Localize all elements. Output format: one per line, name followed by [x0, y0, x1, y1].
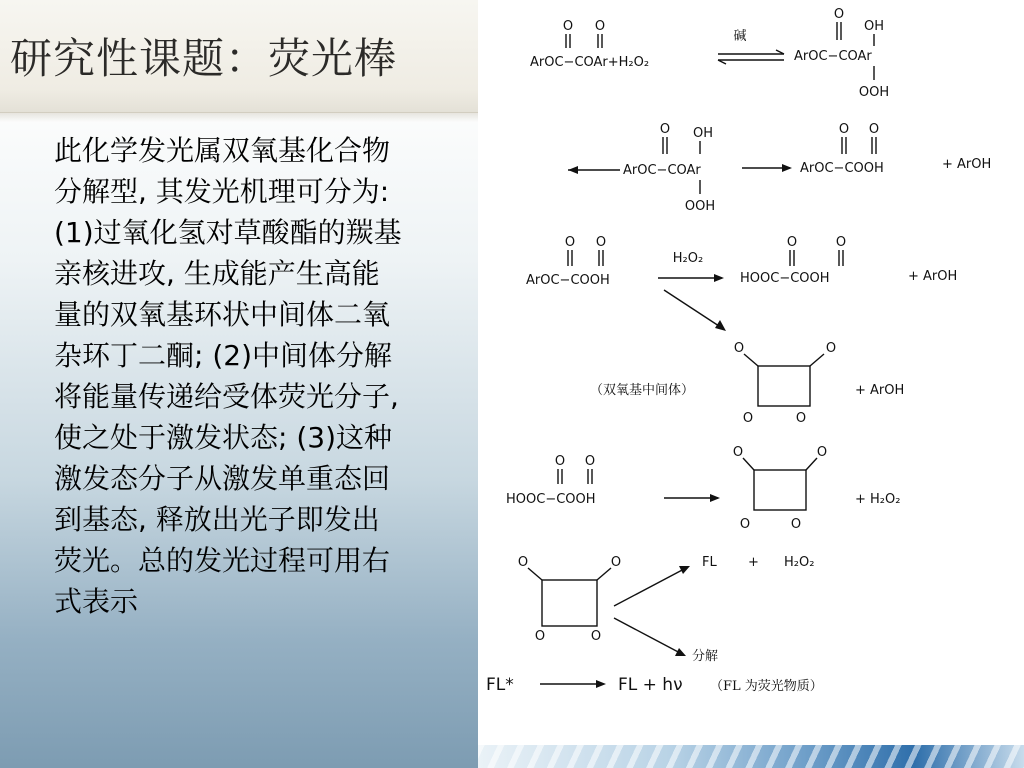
- r2-ooh: OOH: [684, 199, 716, 214]
- r2-byproduct: + ArOH: [942, 157, 992, 172]
- r5-byproduct: + H₂O₂: [855, 492, 901, 507]
- r6-decompose: 分解: [692, 649, 719, 664]
- r1-condition: 碱: [733, 29, 747, 44]
- reaction-6: [518, 555, 815, 664]
- r2-arrow-right-head: [782, 164, 792, 172]
- reaction-1: [530, 7, 889, 100]
- r4-ring: [758, 366, 810, 406]
- r6-arrow-up: [614, 568, 686, 606]
- r3-reactant: ArOC−COOH: [526, 273, 610, 288]
- r3-reagent: H₂O₂: [672, 251, 704, 266]
- r5-o-2: O: [584, 454, 596, 469]
- r2-product-o-2: O: [868, 122, 880, 137]
- r3-arrow-down: [664, 290, 722, 328]
- r6-arrow-down-head: [675, 648, 686, 656]
- title-band: [0, 0, 478, 113]
- reaction-scheme: [478, 0, 1024, 745]
- r6-bond-1: [528, 568, 542, 580]
- reaction-scheme-svg: [478, 0, 1024, 745]
- r2-o: O: [659, 122, 671, 137]
- decorative-bottom-strip: [478, 745, 1024, 768]
- r4-o-1: O: [733, 341, 745, 356]
- reaction-3: [526, 235, 957, 331]
- r3-o-1: O: [564, 235, 576, 250]
- r1-product: ArOC−COAr: [794, 49, 872, 64]
- reaction-5: [506, 445, 900, 532]
- r3-product-o-1: O: [786, 235, 798, 250]
- r5-ring-o-3: O: [739, 517, 751, 532]
- r6-o-3: O: [534, 629, 546, 644]
- slide-title: 研究性课题：荧光棒: [10, 34, 398, 83]
- r7-right: FL + hν: [618, 675, 683, 695]
- r3-byproduct: + ArOH: [908, 269, 958, 284]
- r5-ring-o-1: O: [732, 445, 744, 460]
- r4-o-2: O: [825, 341, 837, 356]
- r1-product-oh: OH: [863, 19, 885, 34]
- reaction-4: [590, 341, 904, 426]
- r6-o-1: O: [517, 555, 529, 570]
- r2-left: ArOC−COAr: [623, 163, 701, 178]
- r2-oh: OH: [692, 126, 714, 141]
- r5-arrow-head: [710, 494, 720, 502]
- r4-byproduct: + ArOH: [855, 383, 905, 398]
- r6-o-2: O: [610, 555, 622, 570]
- r3-arrow-head: [714, 274, 724, 282]
- r6-o-4: O: [590, 629, 602, 644]
- r4-label: （双氧基中间体）: [590, 383, 695, 398]
- r3-arrow-down-head: [715, 320, 726, 331]
- r6-bond-2: [597, 568, 611, 580]
- r7-arrow-head: [596, 680, 606, 688]
- r1-o-2: O: [594, 19, 606, 34]
- r2-arrow-left-head: [568, 166, 578, 174]
- r5-ring-o-4: O: [790, 517, 802, 532]
- r1-product-ooh: OOH: [858, 85, 890, 100]
- r1-product-o: O: [833, 7, 845, 22]
- r1-o-1: O: [562, 19, 574, 34]
- r5-ring: [754, 470, 806, 510]
- r2-product: ArOC−COOH: [800, 161, 884, 176]
- reaction-2: [568, 122, 991, 214]
- r5-bond-6: [806, 458, 817, 470]
- r5-reactant: HOOC−COOH: [506, 492, 596, 507]
- body-text: 此化学发光属双氧基化合物分解型, 其发光机理可分为: (1)过氧化氢对草酸酯的羰基亲核进攻, 生成能产生高能量的双氧基环状中间体二氧杂环丁二酮; (2)中间体分解将能量传递给受体荧光分子, 使之处于激发状态; (3)这种激发态分子从激发单重态回到基态, 释放出光子即发出荧光。总的发光过程可用右式表示: [54, 134, 402, 618]
- r6-arrow-up-head: [679, 566, 690, 574]
- r6-h2o2: H₂O₂: [784, 555, 815, 570]
- r3-product: HOOC−COOH: [740, 271, 830, 286]
- r4-bond-1: [744, 354, 758, 366]
- r4-o-4: O: [795, 411, 807, 426]
- r3-o-2: O: [595, 235, 607, 250]
- r7-left: FL*: [486, 675, 514, 695]
- r6-fl: FL: [702, 555, 717, 570]
- r1-reactant: ArOC−COAr+H₂O₂: [530, 55, 650, 70]
- r4-o-3: O: [742, 411, 754, 426]
- r6-arrow-down: [614, 618, 682, 654]
- r2-product-o-1: O: [838, 122, 850, 137]
- r4-bond-2: [810, 354, 824, 366]
- r3-product-o-2: O: [835, 235, 847, 250]
- r7-note: （FL 为荧光物质）: [710, 679, 823, 694]
- r6-ring: [542, 580, 597, 626]
- r5-ring-o-2: O: [816, 445, 828, 460]
- r6-plus: +: [748, 555, 759, 570]
- r5-bond-5: [743, 458, 754, 470]
- r5-o-1: O: [554, 454, 566, 469]
- reaction-7: [486, 675, 823, 695]
